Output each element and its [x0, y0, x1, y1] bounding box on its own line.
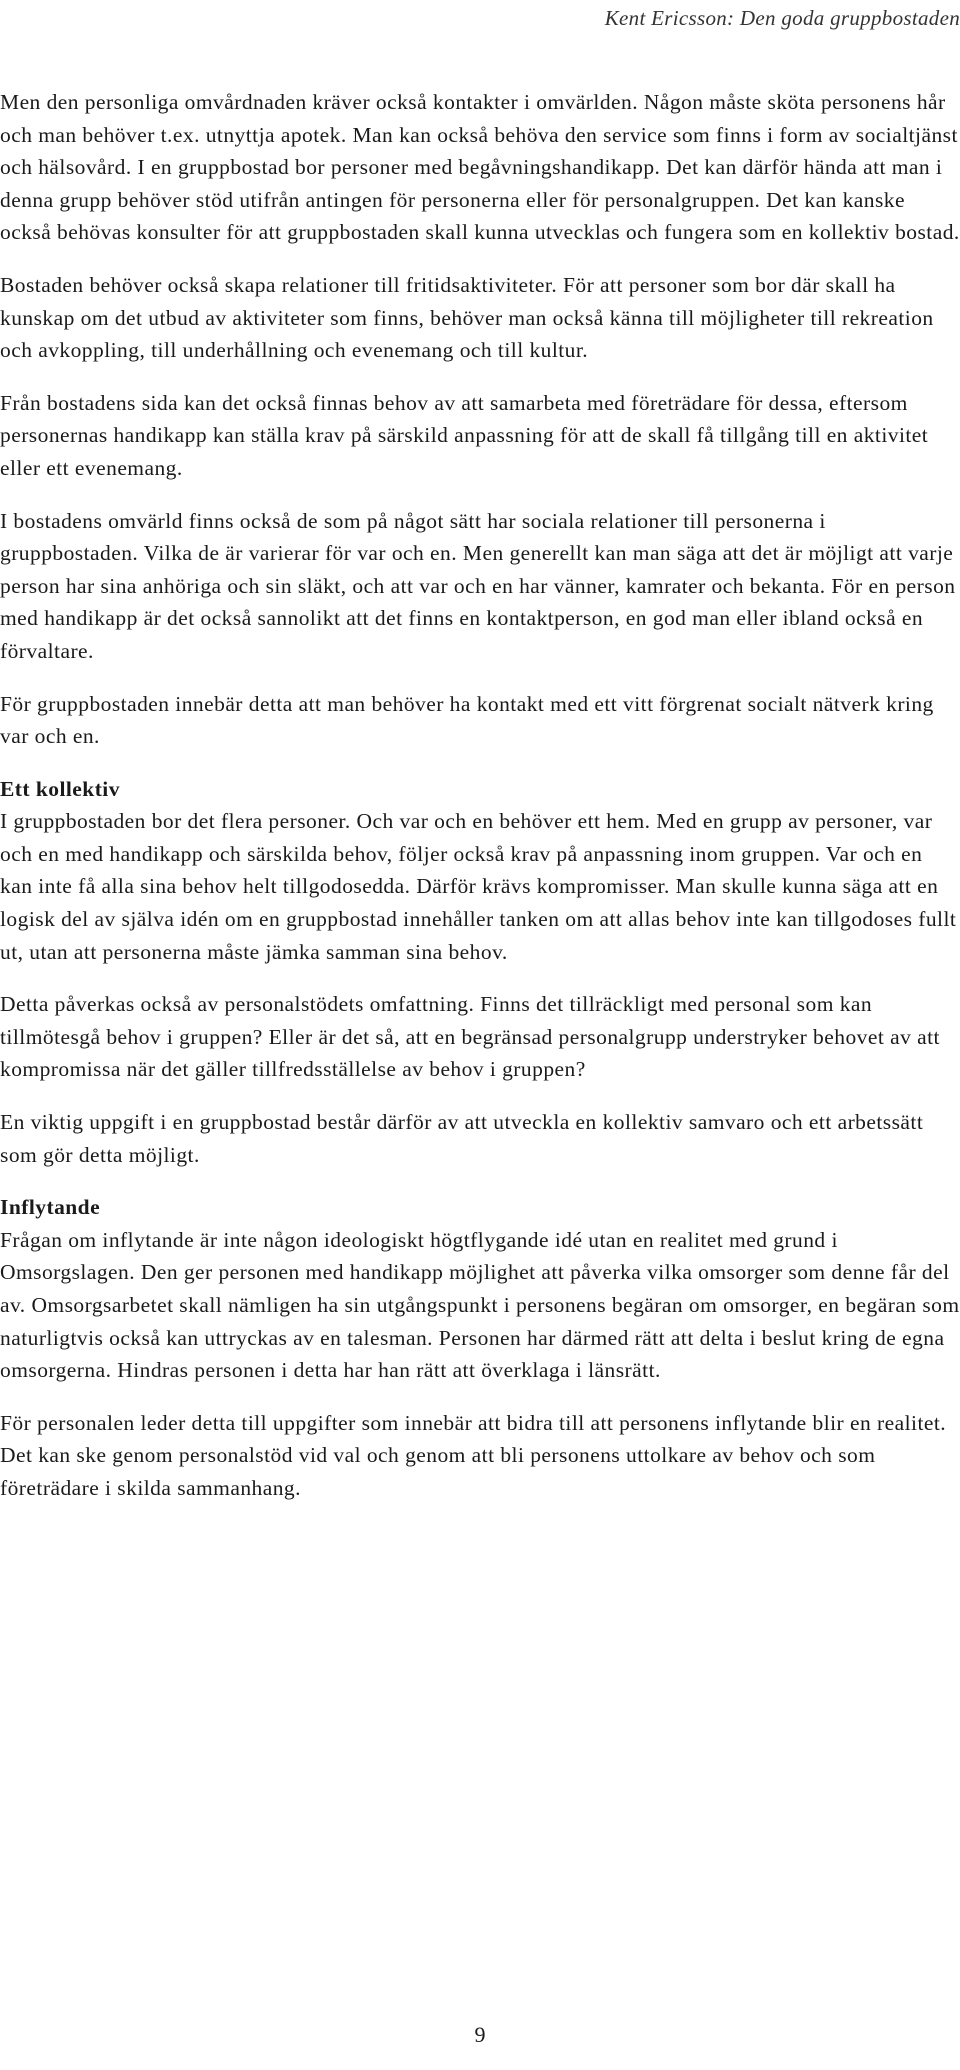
section-heading: Inflytande — [0, 1195, 101, 1220]
paragraph: Från bostadens sida kan det också finnas behov av att samarbeta med företrädare för dessa, eftersom personernas handikapp kan ställa krav på särskild anpassning för att de skall få tillgång till en aktivitet eller ett evenemang. — [0, 390, 929, 480]
section-kollektiv — [0, 773, 960, 969]
running-header: Kent Ericsson: Den goda gruppbostaden — [604, 6, 960, 30]
paragraph: För personalen leder detta till uppgifter som innebär att bidra till att personens inflytande blir en realitet. Det kan ske genom personalstöd vid val och genom att bli personens uttolkare av behov och som företrädare i skilda sammanhang. — [0, 1410, 947, 1500]
paragraph: Bostaden behöver också skapa relationer till fritidsaktiviteter. För att personer som bor där skall ha kunskap om det utbud av aktiviteter som finns, behöver man också känna till möjligheter till rekreation och avkoppling, till underhållning och evenemang och till kultur. — [0, 272, 934, 363]
document-body — [0, 86, 960, 1525]
section-heading: Ett kollektiv — [0, 776, 120, 801]
paragraph: En viktig uppgift i en gruppbostad består därför av att utveckla en kollektiv samvaro och ett arbetssätt som gör detta möjligt. — [0, 1110, 924, 1167]
paragraph: I bostadens omvärld finns också de som på något sätt har sociala relationer till personerna i gruppbostaden. Vilka de är varierar för var och en. Men generellt kan man säga att det är möjligt att varje person har sina anhöriga och sin släkt, och att var och en har vänner, kamrater och bekanta. För en person med handikapp är det också sannolikt att det finns en kontaktperson, en god man eller ibland också en förvaltare. — [0, 508, 956, 663]
paragraph: För gruppbostaden innebär detta att man behöver ha kontakt med ett vitt förgrenat socialt nätverk kring var och en. — [0, 691, 934, 749]
page-number: 9 — [474, 2022, 486, 2047]
paragraph: Men den personliga omvårdnaden kräver också kontakter i omvärlden. Någon måste sköta personens hår och man behöver t.ex. utnyttja apotek. Man kan också behöva den service som finns i form av socialtjänst och hälsovård. I en gruppbostad bor personer med begåvningshandikapp. Det kan därför hända att man i denna grupp behöver stöd utifrån antingen för personerna eller för personalgruppen. Det kan kanske också behövas konsulter för att gruppbostaden skall kunna utvecklas och fungera som en kollektiv bostad. — [0, 90, 960, 245]
paragraph: I gruppbostaden bor det flera personer. Och var och en behöver ett hem. Med en grupp av personer, var och en med handikapp och särskilda behov, följer också krav på anpassning inom gruppen. Var och en kan inte få alla sina behov helt tillgodosedda. Därför krävs kompromisser. Man skulle kunna säga att en logisk del av själva idén om en gruppbostad innehåller tanken om att allas behov inte kan tillgodoses fullt ut, utan att personerna måste jämka samman sina behov. — [0, 809, 957, 964]
section-inflytande — [0, 1191, 960, 1387]
paragraph: Detta påverkas också av personalstödets omfattning. Finns det tillräckligt med personal som kan tillmötesgå behov i gruppen? Eller är det så, att en begränsad personalgrupp understryker behovet av att kompromissa när det gäller tillfredsställelse av behov i gruppen? — [0, 992, 940, 1082]
paragraph: Frågan om inflytande är inte någon ideologiskt högtflygande idé utan en realitet med grund i Omsorgslagen. Den ger personen med handikapp möjlighet att påverka vilka omsorger som denne får del av. Omsorgsarbetet skall nämligen ha sin utgångspunkt i personens begäran om omsorger, en begäran som naturligtvis också kan uttryckas av en talesman. Personen har därmed rätt att delta i beslut kring de egna omsorgerna. Hindras personen i detta har han rätt att överklaga i länsrätt. — [0, 1227, 960, 1383]
